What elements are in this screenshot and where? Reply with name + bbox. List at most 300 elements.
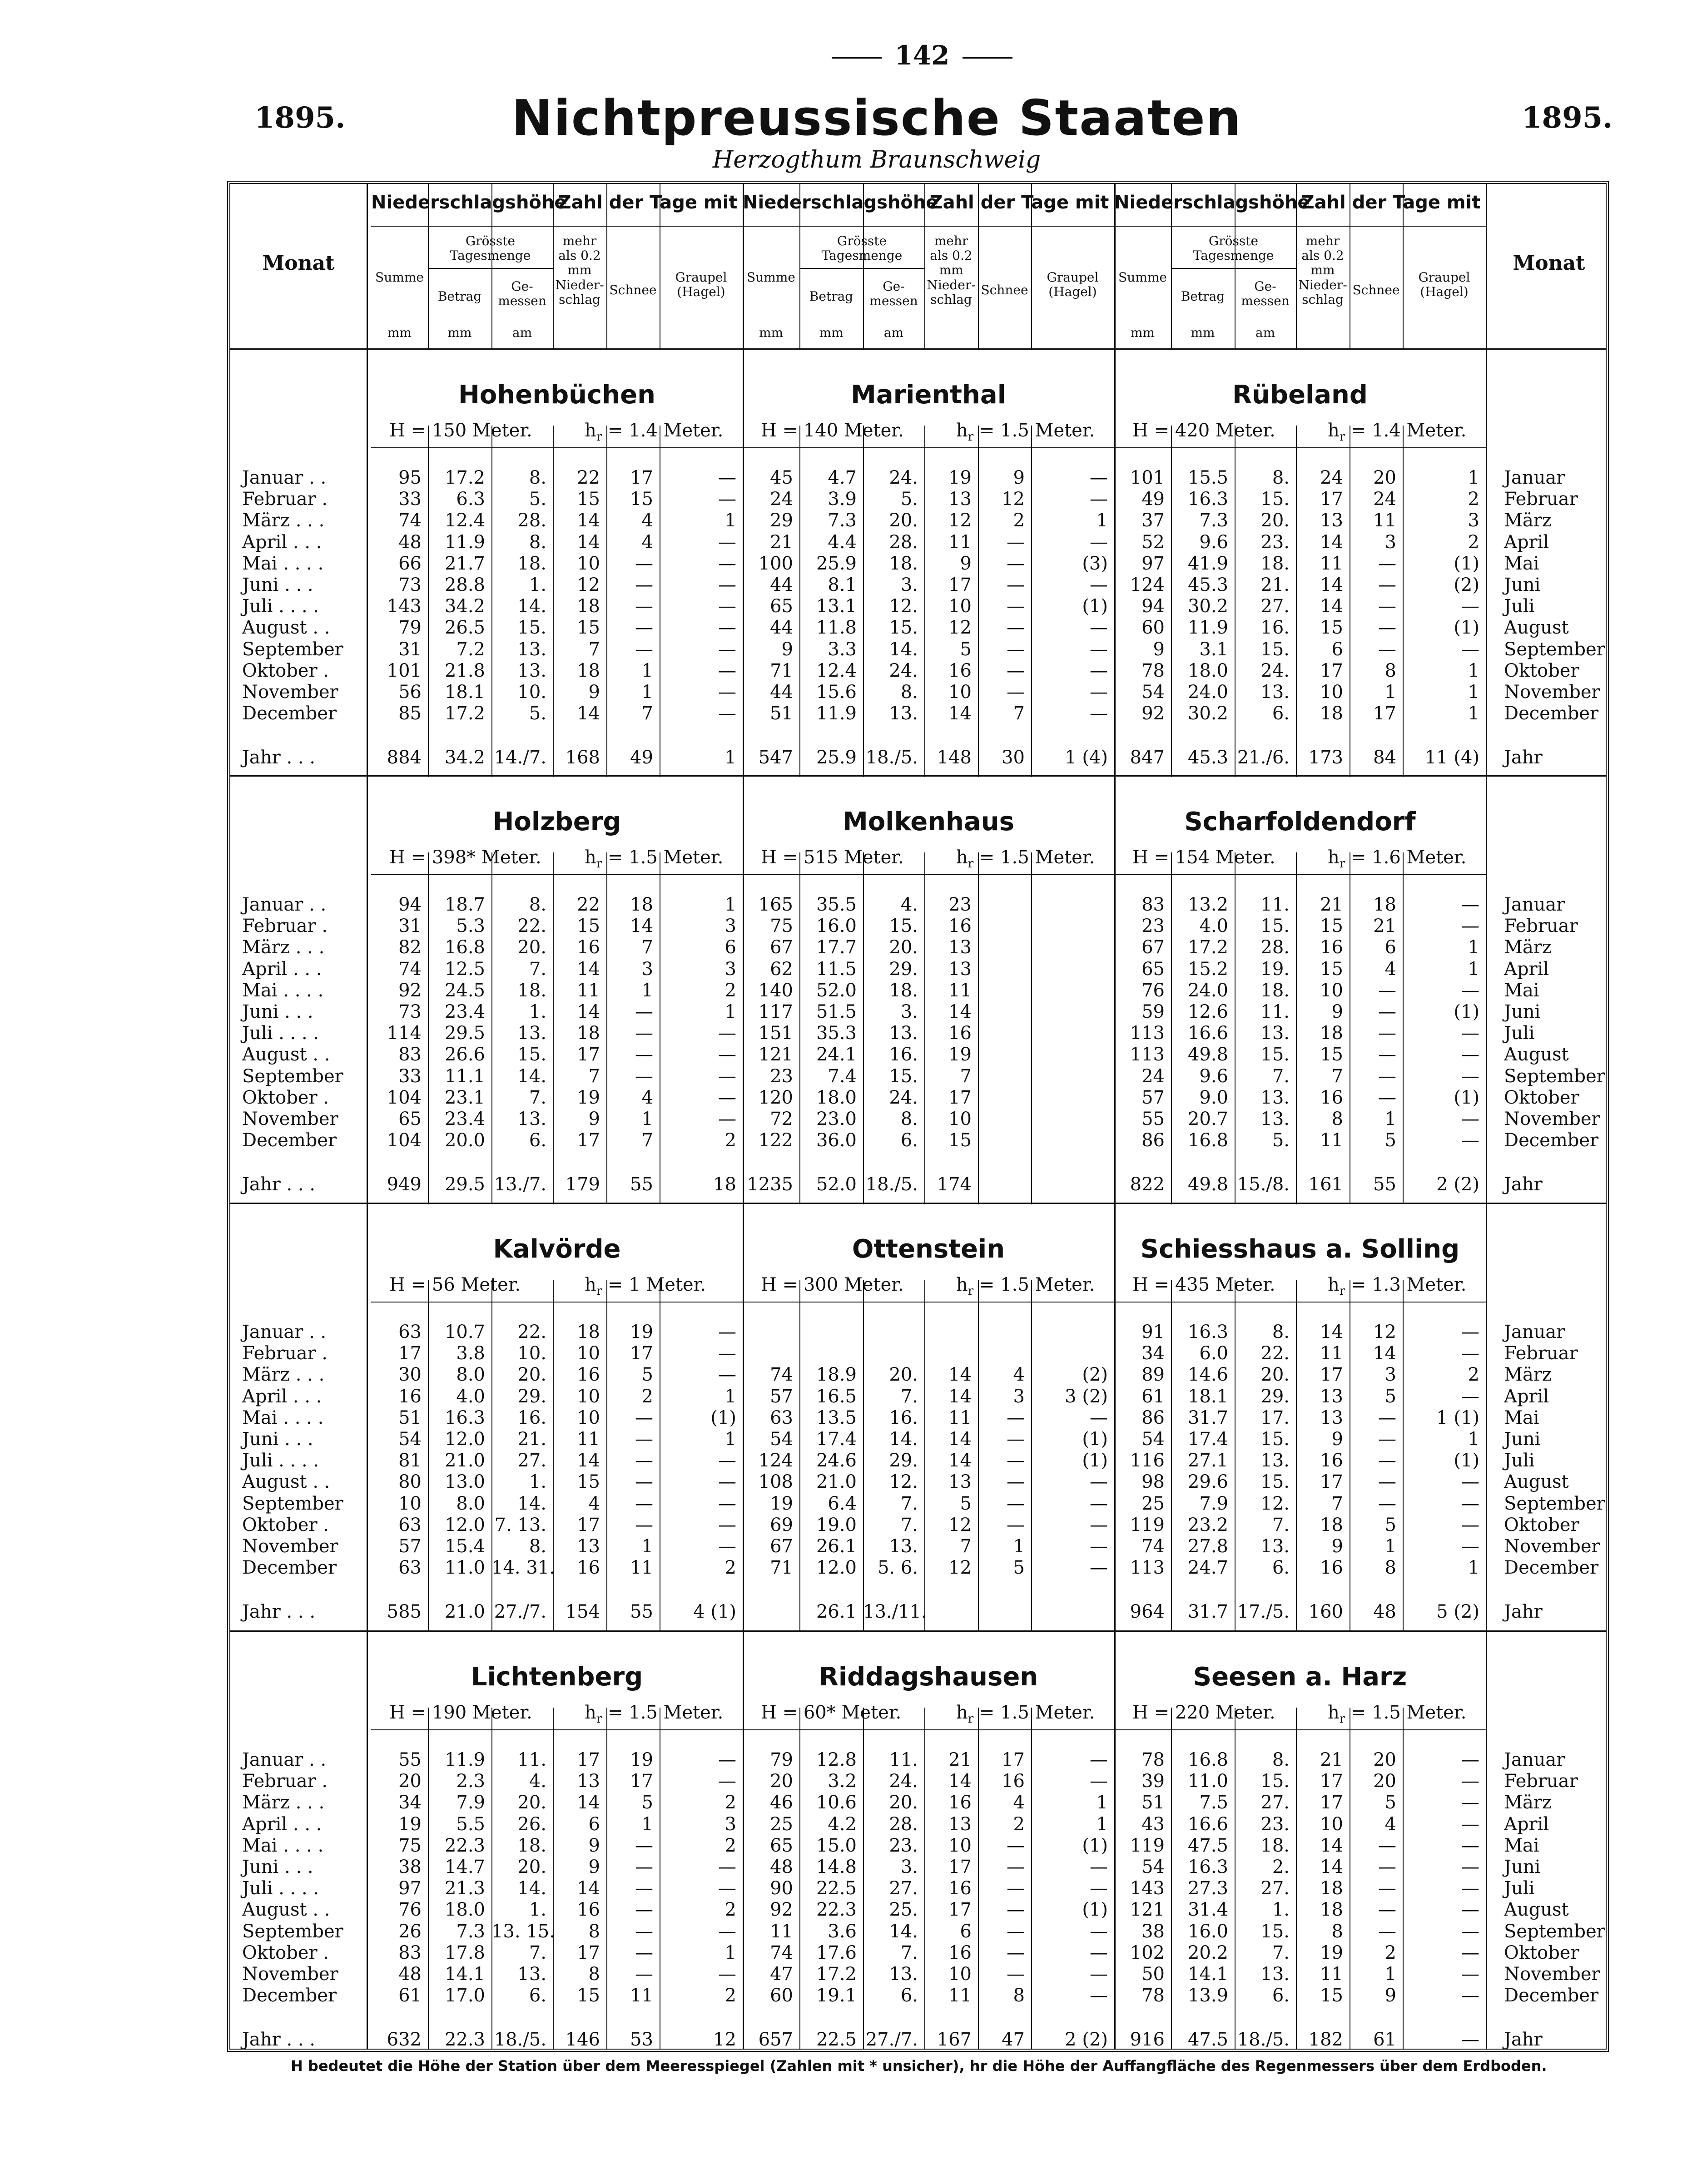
divider — [371, 226, 743, 227]
table-cell: 15. — [1260, 1921, 1290, 1942]
table-cell: 18. — [1260, 1835, 1290, 1856]
table-cell: 41.9 — [1187, 553, 1228, 574]
table-cell: 12 — [948, 617, 972, 639]
table-cell: 5 — [1384, 1514, 1396, 1535]
month-label-right: November — [1504, 1964, 1600, 1985]
table-cell: — — [1378, 1065, 1396, 1087]
table-cell: — — [1461, 639, 1479, 660]
table-cell: 5. — [900, 489, 918, 510]
month-label: December — [242, 1130, 337, 1151]
divider — [371, 447, 743, 448]
divider — [1114, 874, 1486, 875]
groesste-header: Grösste Tagesmenge — [450, 233, 531, 263]
station-height: H = 190 Meter. — [389, 1702, 532, 1723]
station-name: Scharfoldendorf — [1184, 807, 1416, 837]
table-cell: 13. — [889, 1964, 918, 1985]
table-cell: 14 — [1320, 596, 1343, 617]
table-cell: 10 — [398, 1493, 422, 1514]
betrag-header: Betrag — [437, 289, 482, 304]
table-cell: — — [1378, 1921, 1396, 1942]
table-cell: 3 — [1384, 1364, 1396, 1386]
table-cell: 13. — [517, 1023, 546, 1044]
table-cell: — — [1090, 1942, 1108, 1963]
table-cell: 55 — [1141, 1109, 1165, 1129]
table-cell: — — [718, 660, 736, 681]
table-cell: 80 — [398, 1471, 422, 1493]
table-cell: 119 — [1130, 1514, 1165, 1535]
table-cell: 38 — [1141, 1921, 1165, 1942]
table-cell: 28.8 — [444, 574, 485, 595]
mm-header: mm — [1130, 325, 1155, 340]
table-cell: (1) — [1454, 617, 1479, 639]
table-cell: 51 — [770, 703, 793, 724]
table-cell: 16 — [948, 1878, 972, 1899]
year-total-cell: 21.0 — [444, 1601, 485, 1623]
year-total-cell: 18 — [713, 1174, 736, 1195]
month-label-right: März — [1504, 510, 1552, 531]
monat-header: Monat — [262, 252, 335, 275]
table-cell: 24. — [889, 660, 918, 681]
table-cell: 12.0 — [444, 1429, 485, 1450]
table-cell: 1 — [1468, 937, 1479, 958]
table-cell: 3.9 — [828, 489, 857, 510]
table-cell: 12.0 — [444, 1514, 485, 1535]
table-cell: 30.2 — [1187, 703, 1228, 724]
table-cell: 15 — [577, 916, 600, 937]
table-cell: 15 — [577, 1985, 600, 2006]
table-cell: 56 — [398, 682, 422, 703]
table-cell: 14.8 — [816, 1857, 857, 1877]
table-cell: 16.8 — [1187, 1130, 1228, 1151]
gauge-height: $h_r = 1.5$ Meter. — [585, 847, 724, 871]
table-cell: 1 — [1468, 660, 1479, 681]
table-cell: — — [718, 1023, 736, 1044]
month-label: Oktober . — [242, 1087, 329, 1108]
year-total-cell: 146 — [565, 2029, 600, 2050]
table-cell: — — [635, 1471, 653, 1493]
table-cell: — — [1007, 1899, 1025, 1921]
table-cell: — — [1007, 1429, 1025, 1450]
table-cell: — — [1090, 703, 1108, 724]
table-cell: 63 — [398, 1322, 422, 1342]
table-cell: — — [1378, 1407, 1396, 1428]
table-cell: 11.9 — [1187, 617, 1228, 639]
table-cell: 19. — [1260, 958, 1290, 980]
table-cell: — — [1090, 1921, 1108, 1942]
gauge-height: $h_r = 1.5$ Meter. — [1328, 1702, 1467, 1726]
table-cell: 17 — [948, 1087, 972, 1108]
table-cell: — — [1007, 1878, 1025, 1899]
table-cell: 5 — [1384, 1792, 1396, 1813]
table-cell: 85 — [398, 703, 422, 724]
month-label-right: April — [1504, 958, 1549, 980]
table-cell: 3 — [1384, 531, 1396, 553]
table-cell: — — [1007, 1921, 1025, 1942]
table-cell: 15 — [630, 489, 653, 510]
table-cell: 66 — [398, 553, 422, 574]
table-cell: 21 — [1320, 894, 1343, 915]
month-label-right: Oktober — [1504, 1087, 1579, 1108]
year-total-cell: 585 — [387, 1601, 422, 1623]
table-cell: — — [1007, 1964, 1025, 1985]
table-cell: 9.0 — [1199, 1087, 1228, 1108]
table-cell: — — [1461, 1857, 1479, 1877]
table-cell: 46 — [770, 1792, 793, 1813]
table-cell: 104 — [387, 1087, 422, 1108]
year-total-cell: 13./11. — [863, 1601, 927, 1623]
table-cell: 51.5 — [816, 1001, 857, 1022]
station-name: Kalvörde — [493, 1234, 621, 1264]
table-cell: 27. — [889, 1878, 918, 1899]
table-cell: 13.5 — [816, 1407, 857, 1428]
table-cell: — — [1090, 467, 1108, 488]
month-label-right: März — [1504, 1792, 1552, 1813]
table-cell: 16 — [1320, 1087, 1343, 1108]
table-cell: — — [1378, 1857, 1396, 1877]
table-cell: 9 — [588, 1857, 600, 1877]
table-cell: 2 — [724, 1130, 736, 1151]
year-total-cell: 55 — [630, 1174, 653, 1195]
table-cell: 117 — [758, 1001, 793, 1022]
table-cell: 22 — [577, 467, 600, 488]
table-cell: 14 — [948, 1386, 972, 1407]
divider — [1114, 1729, 1486, 1730]
year-right: 1895. — [1522, 101, 1613, 135]
table-cell: 8. — [900, 682, 918, 703]
table-cell: 3.6 — [828, 1921, 857, 1942]
table-cell: 101 — [387, 660, 422, 681]
table-cell: 2 — [1384, 1942, 1396, 1963]
table-cell: 3 — [724, 1813, 736, 1835]
table-cell: 12. — [889, 1471, 918, 1493]
month-label: Juni . . . — [242, 1857, 313, 1877]
table-cell: 60 — [770, 1985, 793, 2006]
table-cell: 1 — [1013, 1536, 1025, 1557]
year-total-cell: 12 — [713, 2029, 736, 2050]
year-total-cell: 29.5 — [444, 1174, 485, 1195]
year-total-cell: 18./5. — [865, 747, 918, 768]
month-label-right: August — [1504, 617, 1569, 639]
table-cell: 18.1 — [1187, 1386, 1228, 1407]
table-cell: 60 — [1141, 617, 1165, 639]
am-header: am — [512, 325, 532, 340]
table-cell: 7 — [960, 1065, 972, 1087]
table-cell: 1 — [1384, 682, 1396, 703]
table-cell: 11 — [630, 1985, 653, 2006]
year-total-cell: 657 — [758, 2029, 793, 2050]
table-cell: 23.4 — [444, 1001, 485, 1022]
table-cell: 18. — [889, 980, 918, 1001]
table-cell: 24.0 — [1187, 980, 1228, 1001]
table-cell: 8. — [900, 1109, 918, 1129]
table-cell: 29. — [889, 958, 918, 980]
month-label: Oktober . — [242, 660, 329, 681]
year-total-cell: 173 — [1308, 747, 1343, 768]
year-total-cell: 52.0 — [816, 1174, 857, 1195]
month-label-right: November — [1504, 1109, 1600, 1129]
table-cell: 7.3 — [1199, 510, 1228, 531]
month-label: Februar . — [242, 489, 328, 510]
table-cell: 1 — [724, 1386, 736, 1407]
table-cell: 8.0 — [456, 1364, 485, 1386]
table-cell: 22.5 — [816, 1878, 857, 1899]
table-cell: 50 — [1141, 1964, 1165, 1985]
table-cell: 3.2 — [828, 1771, 857, 1792]
table-cell: 14 — [948, 1429, 972, 1450]
gemessen-header: Ge- messen — [869, 279, 918, 309]
table-cell: 6. — [900, 1130, 918, 1151]
year-total-cell: 1 — [724, 747, 736, 768]
table-cell: 44 — [770, 682, 793, 703]
table-cell: 13. — [1260, 682, 1290, 703]
table-cell: — — [635, 1514, 653, 1535]
table-cell: 14 — [1320, 1857, 1343, 1877]
table-cell: 76 — [398, 1899, 422, 1921]
table-cell: 82 — [398, 937, 422, 958]
table-cell: — — [635, 1835, 653, 1856]
table-cell: 79 — [770, 1749, 793, 1770]
summe-header: Summe — [747, 270, 795, 285]
table-cell: 21.0 — [444, 1450, 485, 1471]
table-cell: 18.0 — [816, 1087, 857, 1108]
table-cell: 94 — [1141, 596, 1165, 617]
table-cell: 49.8 — [1187, 1044, 1228, 1065]
station-height: H = 515 Meter. — [761, 847, 904, 868]
table-cell: 8. — [529, 1536, 546, 1557]
table-cell: 24. — [889, 1087, 918, 1108]
table-cell: — — [1461, 1044, 1479, 1065]
table-cell: 10 — [948, 1964, 972, 1985]
year-total-cell: 53 — [630, 2029, 653, 2050]
table-cell: 1 — [641, 660, 653, 681]
table-cell: 20. — [517, 1364, 546, 1386]
table-cell: 7. 13. — [494, 1514, 546, 1535]
table-cell: 100 — [758, 553, 793, 574]
table-cell: 14. — [889, 1921, 918, 1942]
table-cell: 8.1 — [828, 574, 857, 595]
table-cell: 71 — [770, 1557, 793, 1579]
table-cell: 16 — [577, 1364, 600, 1386]
year-total-cell: 55 — [1373, 1174, 1396, 1195]
table-cell: 21. — [1260, 574, 1290, 595]
table-cell: — — [1461, 1322, 1479, 1342]
table-cell: 7. — [900, 1514, 918, 1535]
table-cell: — — [1461, 1749, 1479, 1770]
table-cell: 6.0 — [1199, 1343, 1228, 1364]
table-cell: — — [1461, 1343, 1479, 1364]
table-cell: 26. — [517, 1813, 546, 1835]
groesste-header: Grösste Tagesmenge — [821, 233, 903, 263]
month-label: Jahr . . . — [242, 1601, 316, 1623]
month-label-right: November — [1504, 1536, 1600, 1557]
table-cell: 11 — [1320, 1343, 1343, 1364]
table-cell: 14 — [948, 1001, 972, 1022]
month-label-right: December — [1504, 1985, 1599, 2006]
table-cell: 10. — [517, 682, 546, 703]
table-cell: 13.0 — [444, 1471, 485, 1493]
month-label: Juli . . . . — [242, 1450, 319, 1471]
schnee-header: Schnee — [1352, 282, 1400, 297]
table-cell: — — [1461, 1921, 1479, 1942]
table-cell: 1 — [1096, 1792, 1108, 1813]
table-cell: 4 — [588, 1493, 600, 1514]
table-cell: — — [1378, 1450, 1396, 1471]
table-cell: 10 — [577, 1343, 600, 1364]
table-cell: 17.4 — [1187, 1429, 1228, 1450]
table-cell: 47 — [770, 1964, 793, 1985]
table-cell: — — [1461, 1878, 1479, 1899]
table-cell: 48 — [770, 1857, 793, 1877]
table-cell: — — [635, 639, 653, 660]
table-cell: 15.6 — [816, 682, 857, 703]
table-cell: 104 — [387, 1130, 422, 1151]
table-cell: — — [718, 596, 736, 617]
table-cell: — — [635, 1429, 653, 1450]
table-cell: 57 — [770, 1386, 793, 1407]
table-cell: 15. — [1260, 1429, 1290, 1450]
month-label-right: August — [1504, 1044, 1569, 1065]
month-label: Juni . . . — [242, 574, 313, 595]
table-cell: 1 — [1468, 958, 1479, 980]
table-cell: — — [718, 1087, 736, 1108]
year-total-cell: 47.5 — [1187, 2029, 1228, 2050]
table-cell: — — [635, 1857, 653, 1877]
station-height: H = 140 Meter. — [761, 420, 904, 441]
table-cell: 121 — [758, 1044, 793, 1065]
table-cell: — — [718, 1450, 736, 1471]
month-label: September — [242, 1493, 343, 1514]
table-cell: 116 — [1130, 1450, 1165, 1471]
table-cell: 17.0 — [444, 1985, 485, 2006]
table-cell: 24 — [1373, 489, 1396, 510]
table-cell: 13.2 — [1187, 894, 1228, 915]
table-cell: 9 — [588, 1109, 600, 1129]
table-cell: 67 — [770, 1536, 793, 1557]
table-cell: 8. — [1272, 1749, 1290, 1770]
table-cell: — — [1090, 1514, 1108, 1535]
table-cell: — — [1461, 1514, 1479, 1535]
table-cell: 44 — [770, 617, 793, 639]
schnee-header: Schnee — [981, 282, 1028, 297]
table-cell: 14 — [577, 531, 600, 553]
table-cell: 18 — [1320, 1899, 1343, 1921]
table-cell: 9 — [588, 1835, 600, 1856]
table-cell: 7. — [1272, 1065, 1290, 1087]
table-cell: 16.3 — [1187, 489, 1228, 510]
table-cell: 16 — [1002, 1771, 1025, 1792]
table-cell: 5 — [1013, 1557, 1025, 1579]
table-cell: 7. — [529, 958, 546, 980]
table-cell: 15 — [577, 1471, 600, 1493]
station-name: Hohenbüchen — [458, 380, 655, 410]
table-cell: 7 — [1013, 703, 1025, 724]
table-cell: 21 — [948, 1749, 972, 1770]
table-cell: 143 — [387, 596, 422, 617]
station-height: H = 154 Meter. — [1132, 847, 1275, 868]
table-cell: 16 — [948, 1792, 972, 1813]
table-cell: 65 — [1141, 958, 1165, 980]
table-cell: 17 — [577, 1942, 600, 1963]
table-cell: — — [1090, 1857, 1108, 1877]
table-cell: 1 — [1468, 1429, 1479, 1450]
table-cell: 17 — [1320, 1792, 1343, 1813]
table-cell: 20. — [889, 510, 918, 531]
table-cell: 21.7 — [444, 553, 485, 574]
month-label-right: Januar — [1504, 467, 1565, 488]
table-cell: 30.2 — [1187, 596, 1228, 617]
table-cell: 21 — [770, 531, 793, 553]
year-total-cell: 14./7. — [494, 747, 546, 768]
table-cell: 7.9 — [456, 1792, 485, 1813]
schnee-header: Schnee — [609, 282, 657, 297]
table-cell: 13. — [889, 703, 918, 724]
month-label-right: Mai — [1504, 1835, 1539, 1856]
table-cell: 19 — [948, 1044, 972, 1065]
year-total-cell: 21./6. — [1237, 747, 1290, 768]
table-cell: 8. — [529, 531, 546, 553]
niederschlag-header: Niederschlagshöhe — [371, 192, 567, 213]
table-cell: 8 — [588, 1964, 600, 1985]
table-cell: — — [718, 1857, 736, 1877]
divider — [371, 874, 743, 875]
table-cell: 27.1 — [1187, 1450, 1228, 1471]
table-cell: 72 — [770, 1109, 793, 1129]
table-cell: 13 — [577, 1771, 600, 1792]
table-cell: 51 — [398, 1407, 422, 1428]
table-cell: — — [718, 1109, 736, 1129]
table-cell: 6. — [1272, 1985, 1290, 2006]
gauge-height: $h_r = 1.3$ Meter. — [1328, 1274, 1467, 1298]
table-cell: 83 — [1141, 894, 1165, 915]
table-cell: 10 — [1320, 980, 1343, 1001]
gauge-height: $h_r = 1.5$ Meter. — [956, 847, 1095, 871]
table-cell: 22.3 — [444, 1835, 485, 1856]
month-label-right: Jahr — [1504, 1174, 1543, 1195]
table-cell: 13. — [889, 1536, 918, 1557]
table-cell: 92 — [770, 1899, 793, 1921]
table-cell: 65 — [398, 1109, 422, 1129]
year-total-cell: — — [1461, 2029, 1479, 2050]
year-total-cell: 31.7 — [1187, 1601, 1228, 1623]
table-cell: 74 — [1141, 1536, 1165, 1557]
table-cell: 12 — [1373, 1322, 1396, 1342]
table-cell: 2 — [1468, 1364, 1479, 1386]
table-cell: 45 — [770, 467, 793, 488]
table-cell: 76 — [1141, 980, 1165, 1001]
table-cell: 19 — [630, 1749, 653, 1770]
table-cell: 25 — [1141, 1493, 1165, 1514]
table-cell: 21 — [1320, 1749, 1343, 1770]
table-cell: 34.2 — [444, 596, 485, 617]
table-cell: 94 — [398, 894, 422, 915]
table-cell: 11 — [948, 1407, 972, 1428]
table-cell: 16. — [889, 1407, 918, 1428]
gauge-height: $h_r = 1.4$ Meter. — [1328, 420, 1467, 444]
table-cell: 55 — [398, 1749, 422, 1770]
month-label-right: September — [1504, 1493, 1605, 1514]
year-total-cell: 822 — [1130, 1174, 1165, 1195]
station-height: H = 60* Meter. — [761, 1702, 902, 1723]
table-cell: 9 — [1331, 1536, 1343, 1557]
table-cell: 16 — [1320, 1557, 1343, 1579]
table-cell: 8 — [1384, 660, 1396, 681]
table-cell: 121 — [1130, 1899, 1165, 1921]
table-cell: 6 — [1384, 937, 1396, 958]
month-label-right: September — [1504, 1921, 1605, 1942]
table-cell: 16.0 — [816, 916, 857, 937]
year-total-cell: 13./7. — [494, 1174, 546, 1195]
table-cell: 10.6 — [816, 1792, 857, 1813]
